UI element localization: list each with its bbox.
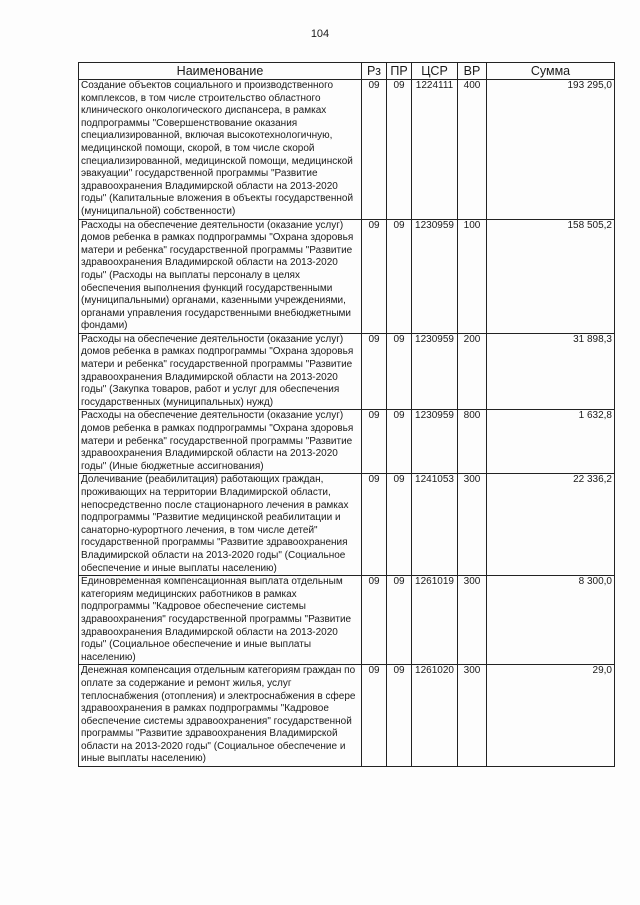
cell-pr: 09 <box>387 80 412 220</box>
cell-vr: 300 <box>458 474 487 576</box>
header-rz: Рз <box>362 63 387 80</box>
table-row <box>79 474 615 576</box>
header-vr: ВР <box>458 63 487 80</box>
cell-name: Денежная компенсация отдельным категориям граждан по оплате за содержание и ремонт жилья, услуг теплоснабжения (отопления) и электроснабжения в сфере здравоохранения в рамках подпрограммы "Кадровое обеспечение системы здравоохранения" государственной программы "Развитие здравоохранения Владимирской области на 2013-2020 годы" (Социальное обеспечение и иные выплаты населению) <box>79 665 362 767</box>
cell-vr: 400 <box>458 80 487 220</box>
cell-name: Создание объектов социального и производственного комплексов, в том числе строительство областного клинического онкологического диспансера, в рамках подпрограммы "Совершенствование оказания специализированной, включая высокотехнологичную, медицинской помощи, скорой, в том числе скорой специализированной, медицинской помощи, медицинской эвакуации" государственной программы "Развитие здравоохранения Владимирской области на 2013-2020 годы" (Капитальные вложения в объекты государственной (муниципальной) собственности) <box>79 80 362 220</box>
cell-sum: 22 336,2 <box>487 474 615 576</box>
cell-sum: 193 295,0 <box>487 80 615 220</box>
cell-rz: 09 <box>362 333 387 410</box>
cell-csr: 1241053 <box>412 474 458 576</box>
cell-rz: 09 <box>362 80 387 220</box>
cell-csr: 1261020 <box>412 665 458 767</box>
cell-rz: 09 <box>362 474 387 576</box>
cell-vr: 300 <box>458 576 487 665</box>
cell-rz: 09 <box>362 410 387 474</box>
header-csr: ЦСР <box>412 63 458 80</box>
cell-csr: 1230959 <box>412 333 458 410</box>
cell-pr: 09 <box>387 410 412 474</box>
table-row <box>79 576 615 665</box>
page-number: 104 <box>310 28 330 40</box>
cell-name: Расходы на обеспечение деятельности (оказание услуг) домов ребенка в рамках подпрограммы "Охрана здоровья матери и ребенка" государственной программы "Развитие здравоохранения Владимирской области на 2013-2020 годы" (Расходы на выплаты персоналу в целях обеспечения выполнения функций государственными (муниципальными) органами, казенными учреждениями, органами управления государственными внебюджетными фондами) <box>79 219 362 333</box>
cell-rz: 09 <box>362 219 387 333</box>
cell-name: Единовременная компенсационная выплата отдельным категориям медицинских работников в рамках подпрограммы "Кадровое обеспечение системы здравоохранения" государственной программы "Развитие здравоохранения Владимирской области на 2013-2020 годы" (Социальное обеспечение и иные выплаты населению) <box>79 576 362 665</box>
cell-name: Расходы на обеспечение деятельности (оказание услуг) домов ребенка в рамках подпрограммы "Охрана здоровья матери и ребенка" государственной программы "Развитие здравоохранения Владимирской области на 2013-2020 годы" (Закупка товаров, работ и услуг для обеспечения государственных (муниципальных) нужд) <box>79 333 362 410</box>
table-row <box>79 410 615 474</box>
cell-csr: 1230959 <box>412 410 458 474</box>
cell-rz: 09 <box>362 576 387 665</box>
budget-table <box>78 62 615 767</box>
cell-pr: 09 <box>387 219 412 333</box>
table-header-row <box>79 63 615 80</box>
cell-csr: 1261019 <box>412 576 458 665</box>
cell-vr: 200 <box>458 333 487 410</box>
cell-sum: 29,0 <box>487 665 615 767</box>
cell-csr: 1224111 <box>412 80 458 220</box>
header-name: Наименование <box>79 63 362 80</box>
cell-pr: 09 <box>387 665 412 767</box>
table-row <box>79 665 615 767</box>
cell-sum: 31 898,3 <box>487 333 615 410</box>
cell-pr: 09 <box>387 474 412 576</box>
table-row <box>79 333 615 410</box>
cell-vr: 800 <box>458 410 487 474</box>
cell-rz: 09 <box>362 665 387 767</box>
cell-sum: 158 505,2 <box>487 219 615 333</box>
header-pr: ПР <box>387 63 412 80</box>
header-sum: Сумма <box>487 63 615 80</box>
cell-vr: 300 <box>458 665 487 767</box>
cell-pr: 09 <box>387 576 412 665</box>
table-row <box>79 219 615 333</box>
cell-pr: 09 <box>387 333 412 410</box>
cell-sum: 1 632,8 <box>487 410 615 474</box>
cell-vr: 100 <box>458 219 487 333</box>
cell-name: Долечивание (реабилитация) работающих граждан, проживающих на территории Владимирской области, непосредственно после стационарного лечения в рамках подпрограммы "Развитие медицинской реабилитации и санаторно-курортного лечения, в том числе детей" государственной программы "Развитие здравоохранения Владимирской области на 2013-2020 годы" (Социальное обеспечение и иные выплаты населению) <box>79 474 362 576</box>
cell-name: Расходы на обеспечение деятельности (оказание услуг) домов ребенка в рамках подпрограммы "Охрана здоровья матери и ребенка" государственной программы "Развитие здравоохранения Владимирской области на 2013-2020 годы" (Иные бюджетные ассигнования) <box>79 410 362 474</box>
cell-sum: 8 300,0 <box>487 576 615 665</box>
cell-csr: 1230959 <box>412 219 458 333</box>
table-row <box>79 80 615 220</box>
